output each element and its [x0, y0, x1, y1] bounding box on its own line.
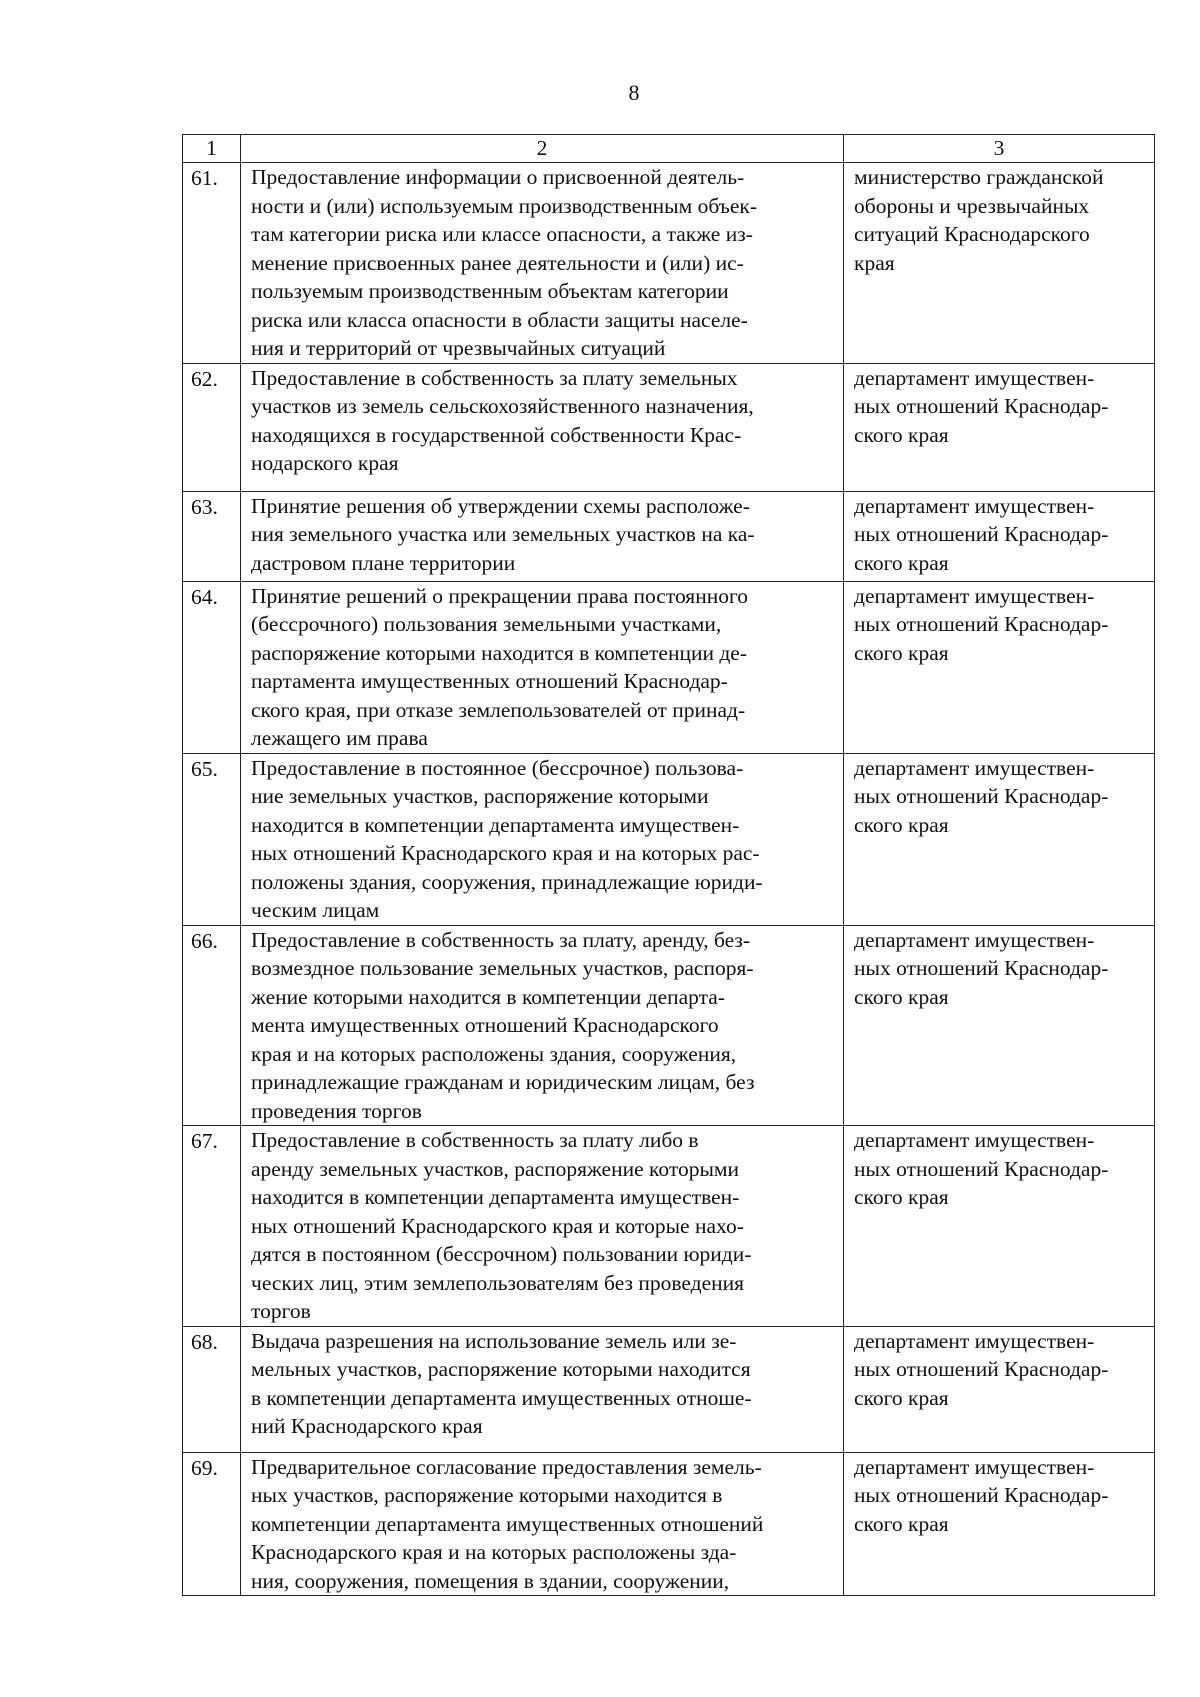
column-header-number: 1	[183, 135, 241, 163]
row-number: 64.	[183, 581, 241, 753]
service-description: Принятие решений о прекращении права постоянного (бессрочного) пользования земельными участками, распоряжение которыми находится в компетенции де- партамента имущественных отношений Краснодар- ского края, при отказе землепользователей от принад- лежащего им права	[241, 581, 844, 753]
service-description: Предоставление информации о присвоенной деятель- ности и (или) используемым производственным объек- там категории риска или классе опасности, а также из- менение присвоенных ранее деятельности и (или) ис- пользуемым производственным объектам категории риска или класса опасности в области защиты населе- ния и территорий от чрезвычайных ситуаций	[241, 163, 844, 364]
responsible-authority: министерство гражданской обороны и чрезвычайных ситуаций Краснодарского края	[844, 163, 1155, 364]
row-number: 62.	[183, 363, 241, 491]
service-description: Предоставление в постоянное (бессрочное) пользова- ние земельных участков, распоряжение которыми находится в компетенции департамента имуществен- ных отношений Краснодарского края и на которых рас- положены здания, сооружения, принадлежащие юриди- ческим лицам	[241, 753, 844, 925]
column-header-service: 2	[241, 135, 844, 163]
responsible-authority: департамент имуществен- ных отношений Краснодар- ского края	[844, 1126, 1155, 1327]
responsible-authority: департамент имуществен- ных отношений Краснодар- ского края	[844, 753, 1155, 925]
responsible-authority: департамент имуществен- ных отношений Краснодар- ского края	[844, 925, 1155, 1126]
table-row	[183, 581, 1155, 753]
service-description: Принятие решения об утверждении схемы расположе- ния земельного участка или земельных участков на ка- дастровом плане территории	[241, 491, 844, 581]
row-number: 69.	[183, 1452, 241, 1596]
table-row	[183, 163, 1155, 364]
row-number: 63.	[183, 491, 241, 581]
table-row	[183, 753, 1155, 925]
services-table	[182, 134, 1155, 1596]
responsible-authority: департамент имуществен- ных отношений Краснодар- ского края	[844, 363, 1155, 491]
responsible-authority: департамент имуществен- ных отношений Краснодар- ского края	[844, 491, 1155, 581]
responsible-authority: департамент имуществен- ных отношений Краснодар- ского края	[844, 1326, 1155, 1452]
table-row	[183, 1326, 1155, 1452]
responsible-authority: департамент имуществен- ных отношений Краснодар- ского края	[844, 581, 1155, 753]
table-row	[183, 1126, 1155, 1327]
service-description: Предварительное согласование предоставления земель- ных участков, распоряжение которыми находится в компетенции департамента имущественных отношений Краснодарского края и на которых расположены зда- ния, сооружения, помещения в здании, сооружении,	[241, 1452, 844, 1596]
service-description: Предоставление в собственность за плату, аренду, без- возмездное пользование земельных участков, распоря- жение которыми находится в компетенции департа- мента имущественных отношений Краснодарского края и на которых расположены здания, сооружения, принадлежащие гражданам и юридическим лицам, без проведения торгов	[241, 925, 844, 1126]
row-number: 67.	[183, 1126, 241, 1327]
table-row	[183, 1452, 1155, 1596]
table-row	[183, 491, 1155, 581]
page-number: 8	[628, 80, 640, 105]
table-row	[183, 363, 1155, 491]
service-description: Выдача разрешения на использование земель или зе- мельных участков, распоряжение которыми находится в компетенции департамента имущественных отноше- ний Краснодарского края	[241, 1326, 844, 1452]
service-description: Предоставление в собственность за плату земельных участков из земель сельскохозяйственного назначения, находящихся в государственной собственности Крас- нодарского края	[241, 363, 844, 491]
column-header-authority: 3	[844, 135, 1155, 163]
row-number: 61.	[183, 163, 241, 364]
responsible-authority: департамент имуществен- ных отношений Краснодар- ского края	[844, 1452, 1155, 1596]
row-number: 65.	[183, 753, 241, 925]
table-row	[183, 925, 1155, 1126]
row-number: 66.	[183, 925, 241, 1126]
row-number: 68.	[183, 1326, 241, 1452]
service-description: Предоставление в собственность за плату либо в аренду земельных участков, распоряжение которыми находится в компетенции департамента имуществен- ных отношений Краснодарского края и которые нахо- дятся в постоянном (бессрочном) пользовании юриди- ческих лиц, этим землепользователям без проведения торгов	[241, 1126, 844, 1327]
table-header-row	[183, 135, 1155, 163]
